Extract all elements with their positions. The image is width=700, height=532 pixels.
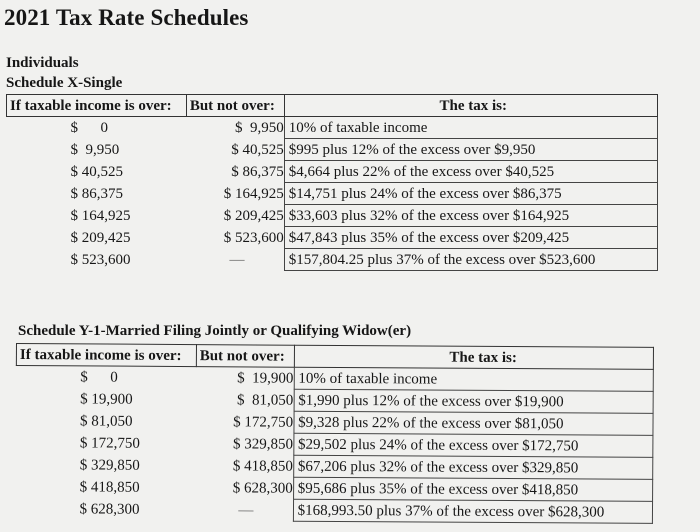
cell-not-over-value: $ 86,375 [231, 163, 284, 180]
cell-tax: $4,664 plus 22% of the excess over $40,525 [284, 161, 657, 183]
cell-over [7, 183, 187, 205]
cell-not-over [195, 455, 293, 478]
schedule-y1-rows [15, 366, 653, 524]
cell-tax: $157,804.25 plus 37% of the excess over $523,600 [284, 249, 657, 271]
cell-not-over [186, 227, 284, 249]
cell-tax: $14,751 plus 24% of the excess over $86,375 [284, 183, 657, 205]
cell-over-value: $ 9,950 [70, 141, 120, 158]
cell-not-over [186, 161, 284, 183]
cell-over-value: $ 329,850 [79, 456, 140, 474]
cell-not-over-value: $ 628,300 [232, 479, 293, 497]
page-title: 2021 Tax Rate Schedules [4, 5, 249, 30]
schedule-x-rows [7, 117, 658, 271]
cell-tax: $33,603 plus 32% of the excess over $164,925 [284, 205, 657, 227]
cell-tax: $9,328 plus 22% of the excess over $81,050 [294, 411, 653, 435]
cell-not-over-value: $ 523,600 [223, 229, 284, 246]
cell-tax: $95,686 plus 35% of the excess over $418,850 [293, 477, 652, 501]
cell-not-over [186, 117, 284, 139]
cell-over [16, 410, 196, 433]
cell-over [7, 249, 187, 271]
cell-not-over-value: $ 329,850 [232, 435, 294, 453]
section-label-individuals: Individuals [6, 55, 79, 71]
cell-over [7, 139, 187, 161]
cell-over-value: $ 523,600 [70, 251, 131, 268]
cell-over [16, 366, 196, 389]
cell-tax: $29,502 plus 24% of the excess over $172,750 [293, 433, 652, 457]
cell-not-over [196, 389, 294, 412]
cell-tax: $168,993.50 plus 37% of the excess over $628,300 [293, 499, 652, 523]
cell-not-over [186, 205, 284, 227]
cell-not-over [195, 477, 293, 500]
cell-over-value: $ 418,850 [79, 478, 140, 496]
table-row [7, 117, 658, 139]
table-row [7, 161, 658, 183]
cell-over-value: $ 164,925 [70, 207, 131, 224]
cell-over [7, 117, 187, 139]
cell-over-value: $ 628,300 [79, 500, 140, 518]
header-tax: The tax is: [294, 345, 653, 369]
cell-not-over [196, 433, 294, 456]
schedule-y1-label: Schedule Y-1-Married Filing Jointly or Qualifying Widow(er) [18, 323, 412, 339]
cell-not-over [195, 499, 293, 522]
cell-not-over [186, 249, 284, 271]
cell-not-over-value: $ 9,950 [234, 119, 284, 136]
cell-not-over-value: $ 209,425 [223, 207, 284, 224]
cell-not-over [196, 411, 294, 434]
table-row [7, 227, 658, 249]
cell-not-over-value: $ 19,900 [237, 370, 294, 387]
table-row [7, 183, 658, 205]
table-row [7, 139, 658, 161]
cell-over-value: $ 19,900 [80, 390, 133, 408]
header-not-over: But not over: [196, 345, 294, 368]
table-row [15, 498, 652, 524]
cell-over-value: $ 0 [80, 369, 118, 386]
cell-not-over [196, 367, 294, 390]
cell-over [16, 388, 196, 411]
cell-over [15, 498, 195, 521]
cell-tax: $47,843 plus 35% of the excess over $209,425 [284, 227, 657, 249]
cell-tax: $1,990 plus 12% of the excess over $19,900 [294, 389, 653, 413]
cell-not-over [186, 139, 284, 161]
cell-over [7, 227, 187, 249]
table-row [7, 249, 658, 271]
cell-not-over-value: $ 81,050 [237, 391, 294, 409]
cell-not-over-value: $ 418,850 [232, 457, 293, 475]
cell-over [16, 432, 196, 455]
header-over: If taxable income is over: [16, 344, 196, 367]
cell-not-over [186, 183, 284, 205]
cell-over [16, 454, 196, 477]
cell-tax: $995 plus 12% of the excess over $9,950 [284, 139, 657, 161]
schedule-y1-table [15, 343, 654, 524]
cell-over-value: $ 172,750 [79, 434, 140, 452]
cell-not-over-value: $ 40,525 [231, 141, 284, 158]
cell-over-value: $ 40,525 [70, 163, 123, 180]
header-over: If taxable income is over: [7, 95, 187, 117]
cell-over-value: $ 0 [70, 119, 108, 136]
cell-over [7, 205, 187, 227]
schedule-x-label: Schedule X-Single [6, 75, 123, 91]
cell-over-value: $ 86,375 [70, 185, 123, 202]
cell-not-over-value: $ 164,925 [223, 185, 284, 202]
cell-not-over-value: — [229, 251, 245, 268]
cell-not-over-value: $ 172,750 [233, 413, 294, 431]
cell-over-value: $ 209,425 [70, 229, 131, 246]
header-tax: The tax is: [284, 95, 657, 117]
cell-tax: 10% of taxable income [294, 367, 653, 391]
cell-tax: 10% of taxable income [284, 117, 657, 139]
schedule-x-table [6, 94, 658, 271]
cell-over-value: $ 81,050 [79, 412, 133, 430]
header-not-over: But not over: [186, 95, 284, 117]
cell-over [7, 161, 187, 183]
cell-not-over-value: — [238, 501, 254, 518]
cell-tax: $67,206 plus 32% of the excess over $329,850 [293, 455, 652, 479]
cell-over [16, 476, 196, 499]
table-row [7, 205, 658, 227]
